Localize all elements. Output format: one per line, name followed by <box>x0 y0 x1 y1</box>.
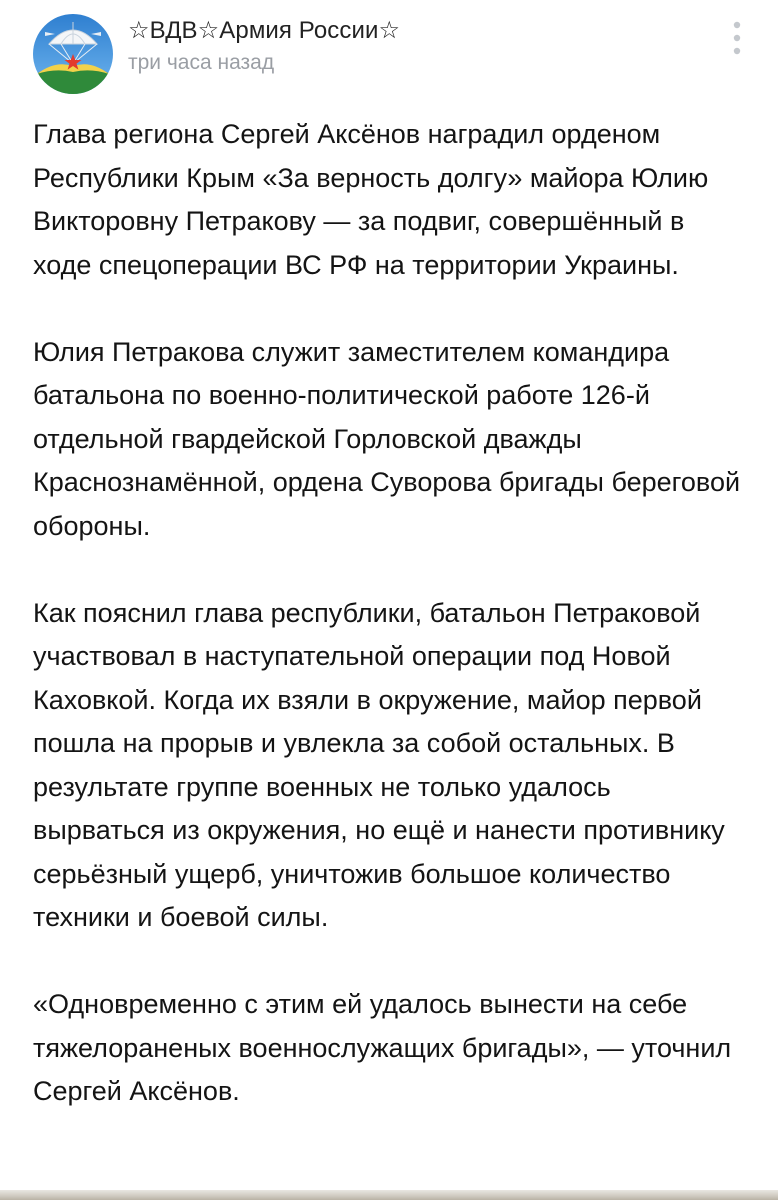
vertical-dots-icon <box>724 18 750 58</box>
post-paragraph: Как пояснил глава республики, батальон Петраковой участвовал в наступательной операции под Новой Каховкой. Когда их взяли в окружение, майор первой пошла на прорыв и увлекла за собой остальных. В результате группе военных не только удалось вырваться из окружения, но ещё и нанести противнику серьёзный ущерб, уничтожив большое количество техники и боевой силы. <box>33 597 725 932</box>
post-menu-button[interactable] <box>724 18 750 58</box>
post-paragraph: Глава региона Сергей Аксёнов наградил орденом Республики Крым «За верность долгу» майора Юлию Викторовну Петракову — за подвиг, совершённый в ходе спецоперации ВС РФ на территории Украины. <box>33 119 709 280</box>
attached-image-edge[interactable] <box>0 1190 778 1200</box>
post-text <box>33 113 748 1114</box>
author-name[interactable]: ☆ВДВ☆Армия России☆ <box>128 17 401 44</box>
post-paragraph: «Одновременно с этим ей удалось вынести на себе тяжелораненых военнослужащих бригады», — уточнил Сергей Аксёнов. <box>33 989 732 1106</box>
avatar[interactable] <box>33 14 113 94</box>
post-header <box>0 0 778 100</box>
post-paragraph: Юлия Петракова служит заместителем командира батальона по военно-политической работе 126-й отдельной гвардейской Горловской дважды Краснознамённой, ордена Суворова бригады береговой обороны. <box>33 336 741 541</box>
author-block <box>128 16 688 76</box>
paratrooper-emblem-icon <box>33 14 113 94</box>
post-time[interactable]: три часа назад <box>128 51 275 74</box>
